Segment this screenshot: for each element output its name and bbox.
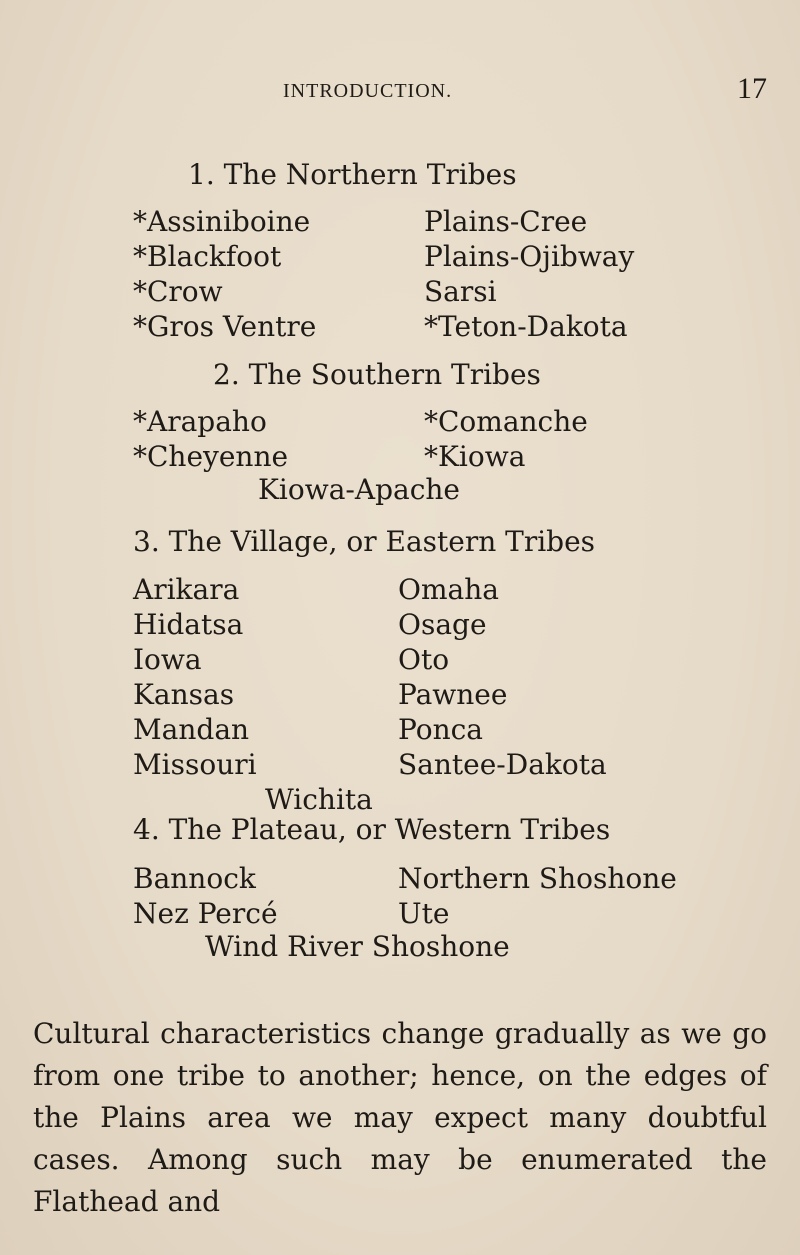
tribe-item: Omaha xyxy=(398,573,499,606)
section-title-village-eastern-tribes: 3. The Village, or Eastern Tribes xyxy=(133,525,596,558)
tribe-item: Oto xyxy=(398,643,450,676)
tribe-item: Northern Shoshone xyxy=(398,862,677,895)
tribe-item: *Cheyenne xyxy=(133,440,289,473)
section-title-plateau-western-tribes: 4. The Plateau, or Western Tribes xyxy=(133,813,611,846)
tribe-item: Wind River Shoshone xyxy=(205,930,510,963)
tribe-item: *Gros Ventre xyxy=(133,310,317,343)
tribe-item: Santee-Dakota xyxy=(398,748,607,781)
tribe-item: *Blackfoot xyxy=(133,240,282,273)
tribe-item: *Kiowa xyxy=(424,440,526,473)
tribe-item: Iowa xyxy=(133,643,202,676)
tribe-item: Plains-Ojibway xyxy=(424,240,635,273)
tribe-item: Pawnee xyxy=(398,678,508,711)
tribe-item: Ute xyxy=(398,897,450,930)
tribe-item: *Arapaho xyxy=(133,405,267,438)
section-title-southern-tribes: 2. The Southern Tribes xyxy=(213,358,541,391)
tribe-item: Osage xyxy=(398,608,487,641)
tribe-item: Nez Percé xyxy=(133,897,278,930)
section-title-northern-tribes: 1. The Northern Tribes xyxy=(188,158,517,191)
tribe-item: *Comanche xyxy=(424,405,588,438)
tribe-item: Arikara xyxy=(133,573,240,606)
tribe-item: Hidatsa xyxy=(133,608,244,641)
tribe-item: *Assiniboine xyxy=(133,205,311,238)
tribe-item: Sarsi xyxy=(424,275,497,308)
tribe-item: Kiowa-Apache xyxy=(258,473,460,506)
tribe-item: Bannock xyxy=(133,862,256,895)
tribe-item: *Teton-Dakota xyxy=(424,310,628,343)
tribe-item: Mandan xyxy=(133,713,250,746)
tribe-item: *Crow xyxy=(133,275,223,308)
tribe-item: Missouri xyxy=(133,748,257,781)
tribe-item: Wichita xyxy=(265,783,373,816)
page-number: 17 xyxy=(737,72,767,105)
tribe-item: Plains-Cree xyxy=(424,205,588,238)
body-paragraph: Cultural characteristics change gradually as we go from one tribe to another; hence, on the edges of the Plains area we may expect many doubtful cases. Among such may be enumerated the Flathead and xyxy=(33,1017,767,1218)
tribe-item: Kansas xyxy=(133,678,235,711)
tribe-item: Ponca xyxy=(398,713,483,746)
running-header: INTRODUCTION. xyxy=(283,80,453,102)
